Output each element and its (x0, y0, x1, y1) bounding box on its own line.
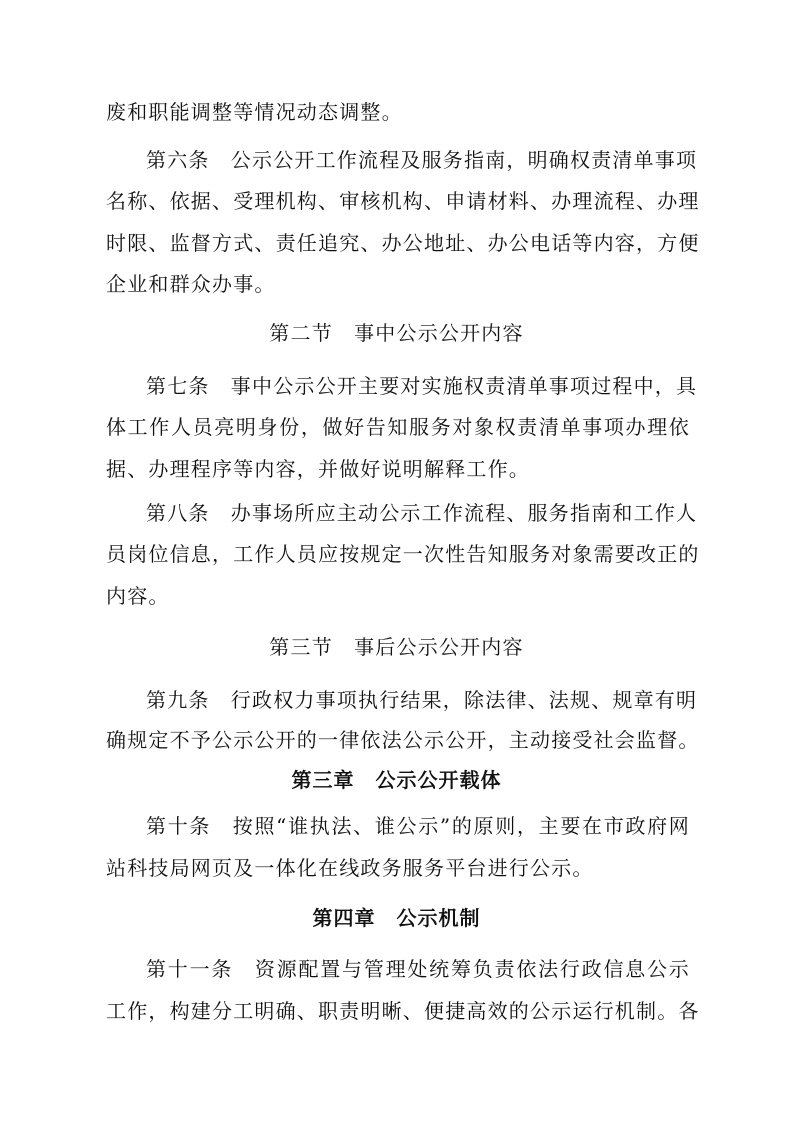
paragraph-line: 体工作人员亮明身份，做好告知服务对象权责清单事项办理依 (106, 415, 690, 439)
article-8-line: 第八条 办事场所应主动公示工作流程、服务指南和工作人 (146, 501, 698, 525)
paragraph-line: 废和职能调整等情况动态调整。 (106, 100, 403, 124)
section-heading: 第三节 事后公示公开内容 (269, 635, 524, 659)
article-7-line: 第七条 事中公示公开主要对实施权责清单事项过程中，具 (146, 374, 698, 398)
paragraph-line: 内容。 (106, 584, 170, 608)
paragraph-line: 工作，构建分工明确、职责明晰、便捷高效的公示运行机制。各 (106, 999, 700, 1023)
paragraph-line: 时限、监督方式、责任追究、办公地址、办公电话等内容，方便 (106, 231, 700, 255)
paragraph-line: 据、办理程序等内容，并做好说明解释工作。 (106, 457, 530, 481)
paragraph-line: 员岗位信息，工作人员应按规定一次性告知服务对象需要改正的 (106, 542, 700, 566)
paragraph-line: 企业和群众办事。 (106, 272, 276, 296)
paragraph-line: 站科技局网页及一体化在线政务服务平台进行公示。 (106, 856, 594, 880)
paragraph-line: 确规定不予公示公开的一律依法公示公开，主动接受社会监督。 (106, 728, 700, 752)
article-9-line: 第九条 行政权力事项执行结果，除法律、法规、规章有明 (146, 688, 698, 712)
article-6-line: 第六条 公示公开工作流程及服务指南，明确权责清单事项 (146, 148, 698, 172)
chapter-heading: 第三章 公示公开载体 (291, 768, 502, 792)
section-heading: 第二节 事中公示公开内容 (269, 321, 524, 345)
article-10-line: 第十条 按照“谁执法、谁公示”的原则，主要在市政府网 (146, 814, 690, 838)
chapter-heading: 第四章 公示机制 (312, 906, 481, 930)
paragraph-line: 名称、依据、受理机构、审核机构、申请材料、办理流程、办理 (106, 189, 700, 213)
article-11-line: 第十一条 资源配置与管理处统筹负责依法行政信息公示 (146, 957, 690, 981)
